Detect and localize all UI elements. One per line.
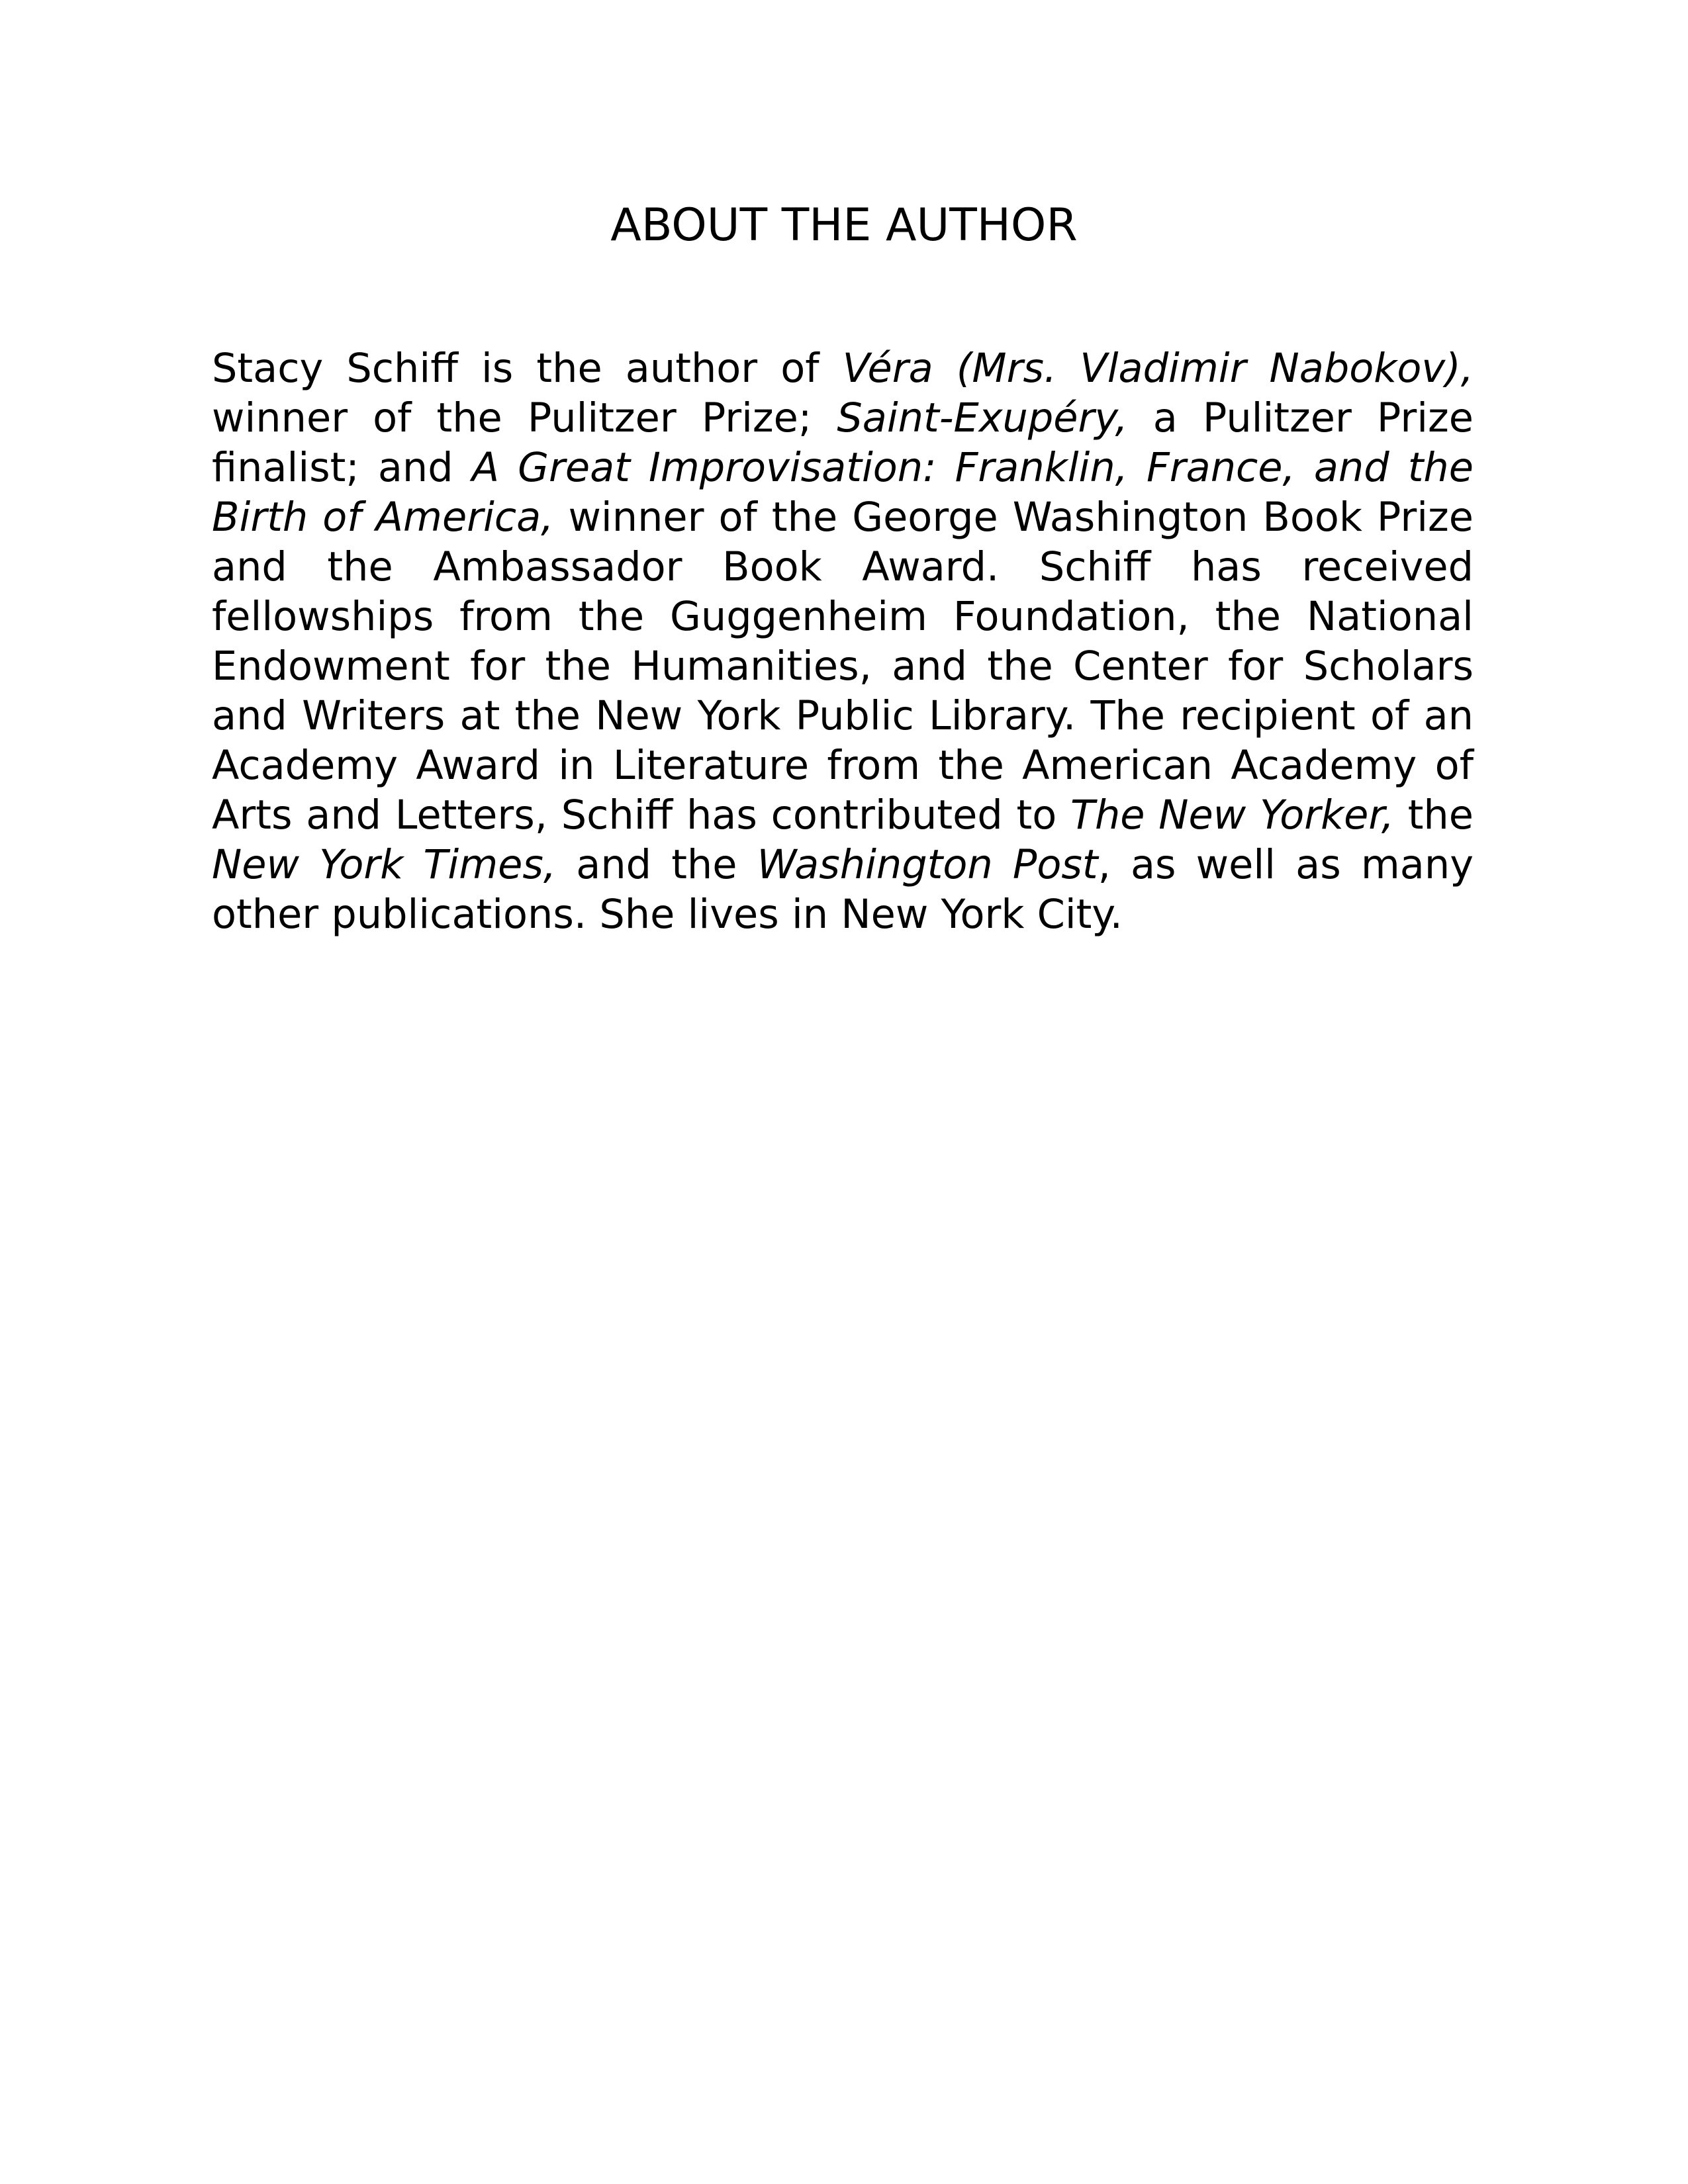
author-bio-paragraph bbox=[212, 344, 1474, 940]
bio-text-6: and the bbox=[556, 842, 757, 888]
bio-text-5: the bbox=[1393, 792, 1474, 839]
page-title: ABOUT THE AUTHOR bbox=[610, 199, 1078, 251]
bio-text-4: winner of the George Washington Book Prize and the Ambassador Book Award. Schiff has received fellowships from the Guggenheim Foundation, the National Endowment for the Humanities, and the Center for Scholars and Writers at the New York Public Library. The recipient of an Academy Award in Literature from the American Academy of Arts and Letters, Schiff has contributed to bbox=[212, 494, 1474, 839]
book-title-great-improvisation: A Great Improvisation: Franklin, France, and the Birth of America, bbox=[212, 445, 1474, 541]
bio-text-2: winner of the Pulitzer Prize; bbox=[212, 395, 837, 441]
publication-new-yorker: The New Yorker, bbox=[1070, 792, 1394, 839]
bio-text-3: a Pulitzer Prize finalist; and bbox=[212, 395, 1474, 491]
bio-text-7: , as well as many other publications. She lives in New York City. bbox=[212, 842, 1474, 938]
book-title-vera: Véra (Mrs. Vladimir Nabokov), bbox=[842, 345, 1474, 392]
publication-washington-post: Washington Post bbox=[757, 842, 1098, 888]
publication-ny-times: New York Times, bbox=[212, 842, 557, 888]
book-title-saint-exupery: Saint-Exupéry, bbox=[837, 395, 1128, 441]
bio-text-1: Stacy Schiff is the author of bbox=[212, 345, 843, 392]
